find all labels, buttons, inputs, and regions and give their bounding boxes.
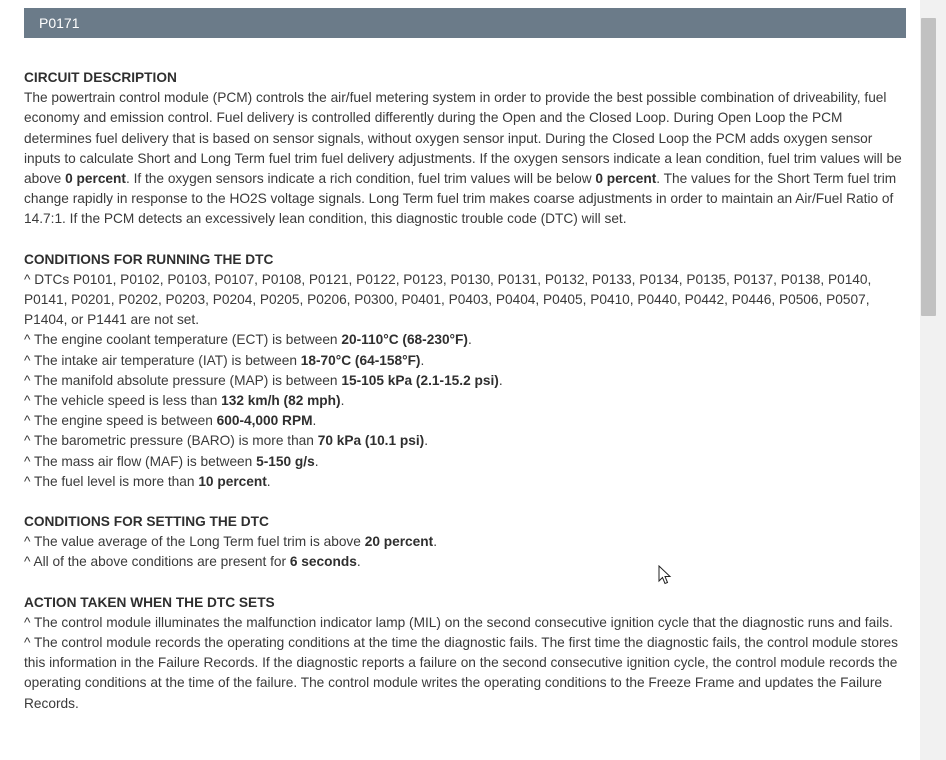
dtc-code-title: P0171 (39, 15, 80, 31)
list-item: ^ The fuel level is more than 10 percent. (24, 473, 271, 489)
list-item: ^ The vehicle speed is less than 132 km/h (82 mph). (24, 393, 345, 409)
rich-threshold-value: 0 percent (595, 171, 657, 187)
action-list (24, 613, 908, 714)
scrollbar-thumb[interactable] (921, 18, 936, 316)
running-dtc-list: ^ DTCs P0101, P0102, P0103, P0107, P0108, P0121, P0122, P0123, P0130, P0131, P0132, P0133, P0134, P0135, P0137, P0138, P0140, P0141, P0201, P0202, P0203, P0204, P0205, P0206, P0300, P0401, P0403, P0404, P0405, P0410, P0440, P0442, P0446, P0506, P0507, P1404, or P1441 are not set. (24, 271, 872, 328)
circuit-description-text (24, 88, 908, 229)
action-taken-heading: ACTION TAKEN WHEN THE DTC SETS (24, 594, 275, 610)
list-item: ^ The engine speed is between 600-4,000 RPM. (24, 413, 317, 429)
circuit-text-part: The powertrain control module (PCM) controls the air/fuel metering system in order to provide the best possible combination of driveability, fuel economy and emission control. Fuel delivery is controlled differently during the Open and the Closed Loop. During Open Loop the PCM determines fuel delivery that is based on sensor signals, without oxygen sensor input. During the Closed Loop the PCM adds oxygen sensor inputs to calculate Short and Long Term fuel trim fuel delivery adjustments. If the oxygen sensors indicate a lean condition, fuel trim values will be above (24, 90, 902, 187)
document-content (24, 68, 908, 714)
list-item: ^ The manifold absolute pressure (MAP) is between 15-105 kPa (2.1-15.2 psi). (24, 372, 503, 388)
dtc-title-bar (24, 8, 906, 38)
list-item: ^ The intake air temperature (IAT) is between 18-70°C (64-158°F). (24, 352, 425, 368)
running-conditions-list (24, 330, 908, 492)
list-item: ^ The barometric pressure (BARO) is more than 70 kPa (10.1 psi). (24, 433, 429, 449)
list-item: ^ All of the above conditions are present for 6 seconds. (24, 554, 361, 570)
lean-threshold-value: 0 percent (65, 171, 126, 187)
list-item: ^ The mass air flow (MAF) is between 5-150 g/s. (24, 453, 319, 469)
conditions-running-heading: CONDITIONS FOR RUNNING THE DTC (24, 251, 274, 267)
circuit-description-heading: CIRCUIT DESCRIPTION (24, 70, 177, 85)
circuit-text-part: . The values for the Short Term fuel trim change rapidly in response to the HO2S voltage signals. Long Term fuel trim makes coarse adjustments in order to maintain an Air/Fuel Ratio of 14.7:1. If the PCM detects an excessively lean condition, this diagnostic trouble code (DTC) will set. (24, 171, 897, 227)
conditions-setting-heading: CONDITIONS FOR SETTING THE DTC (24, 514, 269, 530)
list-item: ^ The engine coolant temperature (ECT) is between 20-110°C (68-230°F). (24, 332, 472, 348)
circuit-text-part: . If the oxygen sensors indicate a rich condition, fuel trim values will be below (125, 171, 596, 187)
mouse-cursor-icon (658, 565, 672, 586)
list-item: ^ The control module illuminates the malfunction indicator lamp (MIL) on the second consecutive ignition cycle that the diagnostic runs and fails. (24, 614, 893, 630)
setting-conditions-list (24, 532, 908, 572)
list-item: ^ The control module records the operating conditions at the time the diagnostic fails. The first time the diagnostic fails, the control module stores this information in the Failure Records. If the diagnostic reports a failure on the second consecutive ignition cycle, the control module records the operating conditions at the time of the failure. The control module writes the operating conditions to the Freeze Frame and updates the Failure Records. (24, 635, 899, 711)
list-item: ^ The value average of the Long Term fuel trim is above 20 percent. (24, 534, 437, 550)
